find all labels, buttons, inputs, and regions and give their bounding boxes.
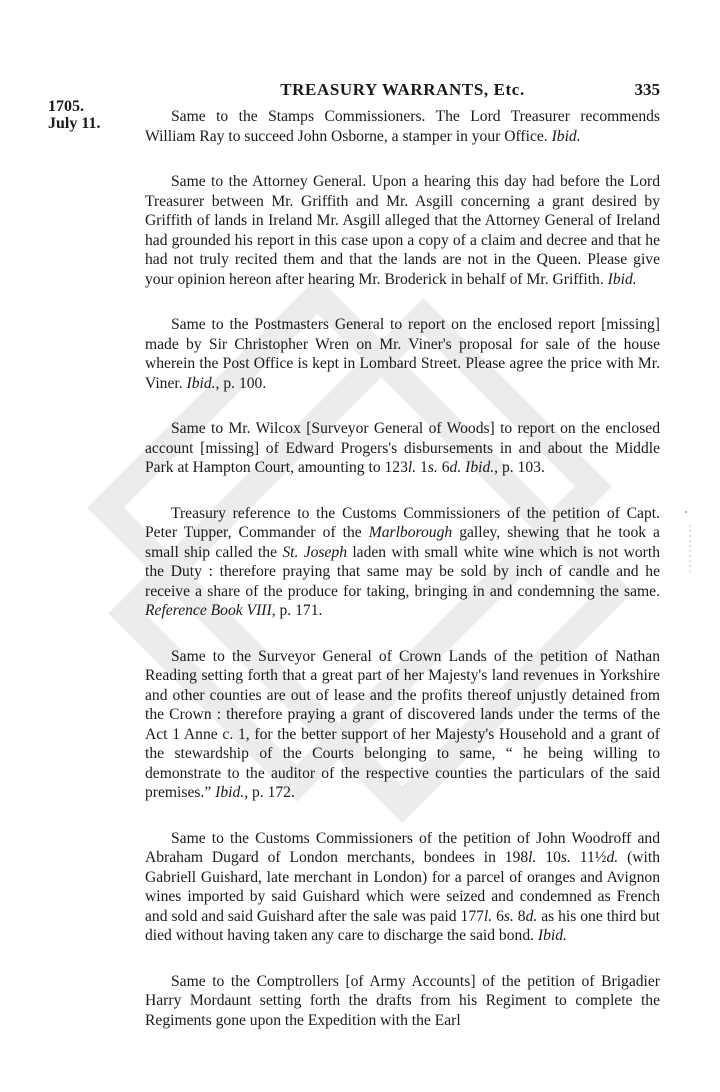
margin-date: July 11. (48, 115, 101, 132)
italic-text: d. (525, 907, 538, 925)
entry-text: as his one third but died without having taken any care to discharge the said bond. (145, 907, 661, 944)
header-title: TREASURY WARRANTS, Etc. (280, 80, 525, 99)
italic-text: Ibid. (186, 374, 216, 392)
italic-text: Marlborough (368, 524, 453, 541)
entry-text: Same to the Stamps Commissioners. The Lord Treasurer recommends William Ray to succeed John Osborne, a stamper in your Office. (145, 108, 660, 145)
entry-text: Same to Mr. Wilcox [Surveyor General of Woods] to report on the enclosed account [missing] of Edward Progers's disbursements in and about the Middle Park at Hampton Court, amounting to 123 (145, 420, 660, 476)
entry-text: , p. 100. (215, 374, 267, 392)
entry-text: , p. 171. (271, 602, 323, 619)
italic-text: Ibid. (551, 127, 581, 145)
entry-paragraph (145, 419, 660, 478)
entry-paragraph (145, 315, 660, 393)
entry-paragraph (145, 972, 660, 1031)
running-header (145, 80, 660, 104)
entry-paragraph (145, 107, 660, 146)
entry-text: 11½ (570, 849, 607, 866)
entry-paragraph (145, 504, 660, 621)
italic-text: s. (560, 849, 571, 866)
italic-text: Ibid. (537, 927, 567, 944)
entry-text: 6 (492, 907, 504, 925)
entry-text: 1 (416, 459, 428, 476)
entry-text: , p. 103. (494, 459, 545, 476)
entry-text: 6 (437, 459, 450, 476)
italic-text: d. (449, 459, 462, 476)
italic-text: Ibid. (465, 459, 495, 476)
margin-marks (684, 505, 696, 585)
entry-text: 8 (513, 907, 526, 925)
entry-text: Treasury reference to the Customs Commissioners of the petition of Capt. Peter Tupper, Commander of the (145, 504, 660, 541)
italic-text: l. (528, 849, 537, 866)
entry-text: Same to the Comptrollers [of Army Accounts] of the petition of Brigadier Harry Mordaunt setting forth the drafts from his Regiment to complete the Regiments gone upon the Expedition with the Earl (145, 972, 660, 1029)
italic-text: Ibid. (215, 784, 245, 801)
italic-text: s. (503, 907, 514, 925)
italic-text: Reference Book VIII (145, 602, 272, 619)
entry-text: Same to the Surveyor General of Crown Lands of the petition of Nathan Reading setting forth that a great part of her Majesty's land revenues in Yorkshire and other counties are out of lease and the profits thereof unjustly detained from the Crown : therefore praying a grant of discovered lands under the terms of the Act 1 Anne c. 1, for the better support of her Majesty's Household and a grant of the stewardship of the Courts belonging to same, “ he being willing to demonstrate to the auditor of the respective counties the particulars of the said premises.” (145, 647, 660, 801)
entry-text: (with Gabriell Guishard, late merchant in London) for a parcel of oranges and Avignon wines imported by said Guishard which were seized and condemned as French and sold and said Guishard after the sale was paid 177 (145, 849, 661, 925)
italic-text: s. (427, 459, 438, 476)
entry-text: laden with small white wine which is not worth the Duty : therefore praying that same may be sold by inch of candle and he receive a share of the produce for taking, bringing in and condemning the same. (145, 543, 660, 600)
entry-paragraph (145, 829, 660, 946)
italic-text: l. (483, 907, 493, 925)
italic-text: St. Joseph (282, 543, 348, 561)
entry-paragraph (145, 172, 660, 289)
entry-text: Same to the Attorney General. Upon a hearing this day had before the Lord Treasurer between Mr. Griffith and Mr. Asgill concerning a grant desired by Griffith of lands in Ireland Mr. Asgill alleged that the Attorney General of Ireland had grounded his report in this case upon a copy of a claim and decree and that he had not truly recited them and that the lands are not in the Queen. Please give your opinion hereon after hearing Mr. Broderick in behalf of Mr. Griffith. (145, 173, 660, 288)
entry-text: Same to the Postmasters General to report on the enclosed report [missing] made by Sir Christopher Wren on Mr. Viner's proposal for sale of the house wherein the Post Office is kept in Lombard Street. Please agree the price with Mr. Viner. (145, 316, 660, 392)
entry-text: , p. 172. (244, 784, 295, 801)
italic-text: l. (407, 459, 417, 476)
entry-text: galley, shewing that he took a small ship called the (145, 524, 660, 561)
margin-year: 1705. (48, 98, 84, 115)
entry-text: 10 (536, 849, 561, 866)
document-body (145, 107, 660, 1056)
italic-text: d. (606, 849, 619, 866)
entry-text: Same to the Customs Commissioners of the petition of John Woodroff and Abraham Dugard of London merchants, bondees in 198 (145, 829, 660, 866)
entry-paragraph (145, 647, 660, 803)
page-number: 335 (634, 80, 660, 99)
italic-text: Ibid. (607, 270, 637, 288)
